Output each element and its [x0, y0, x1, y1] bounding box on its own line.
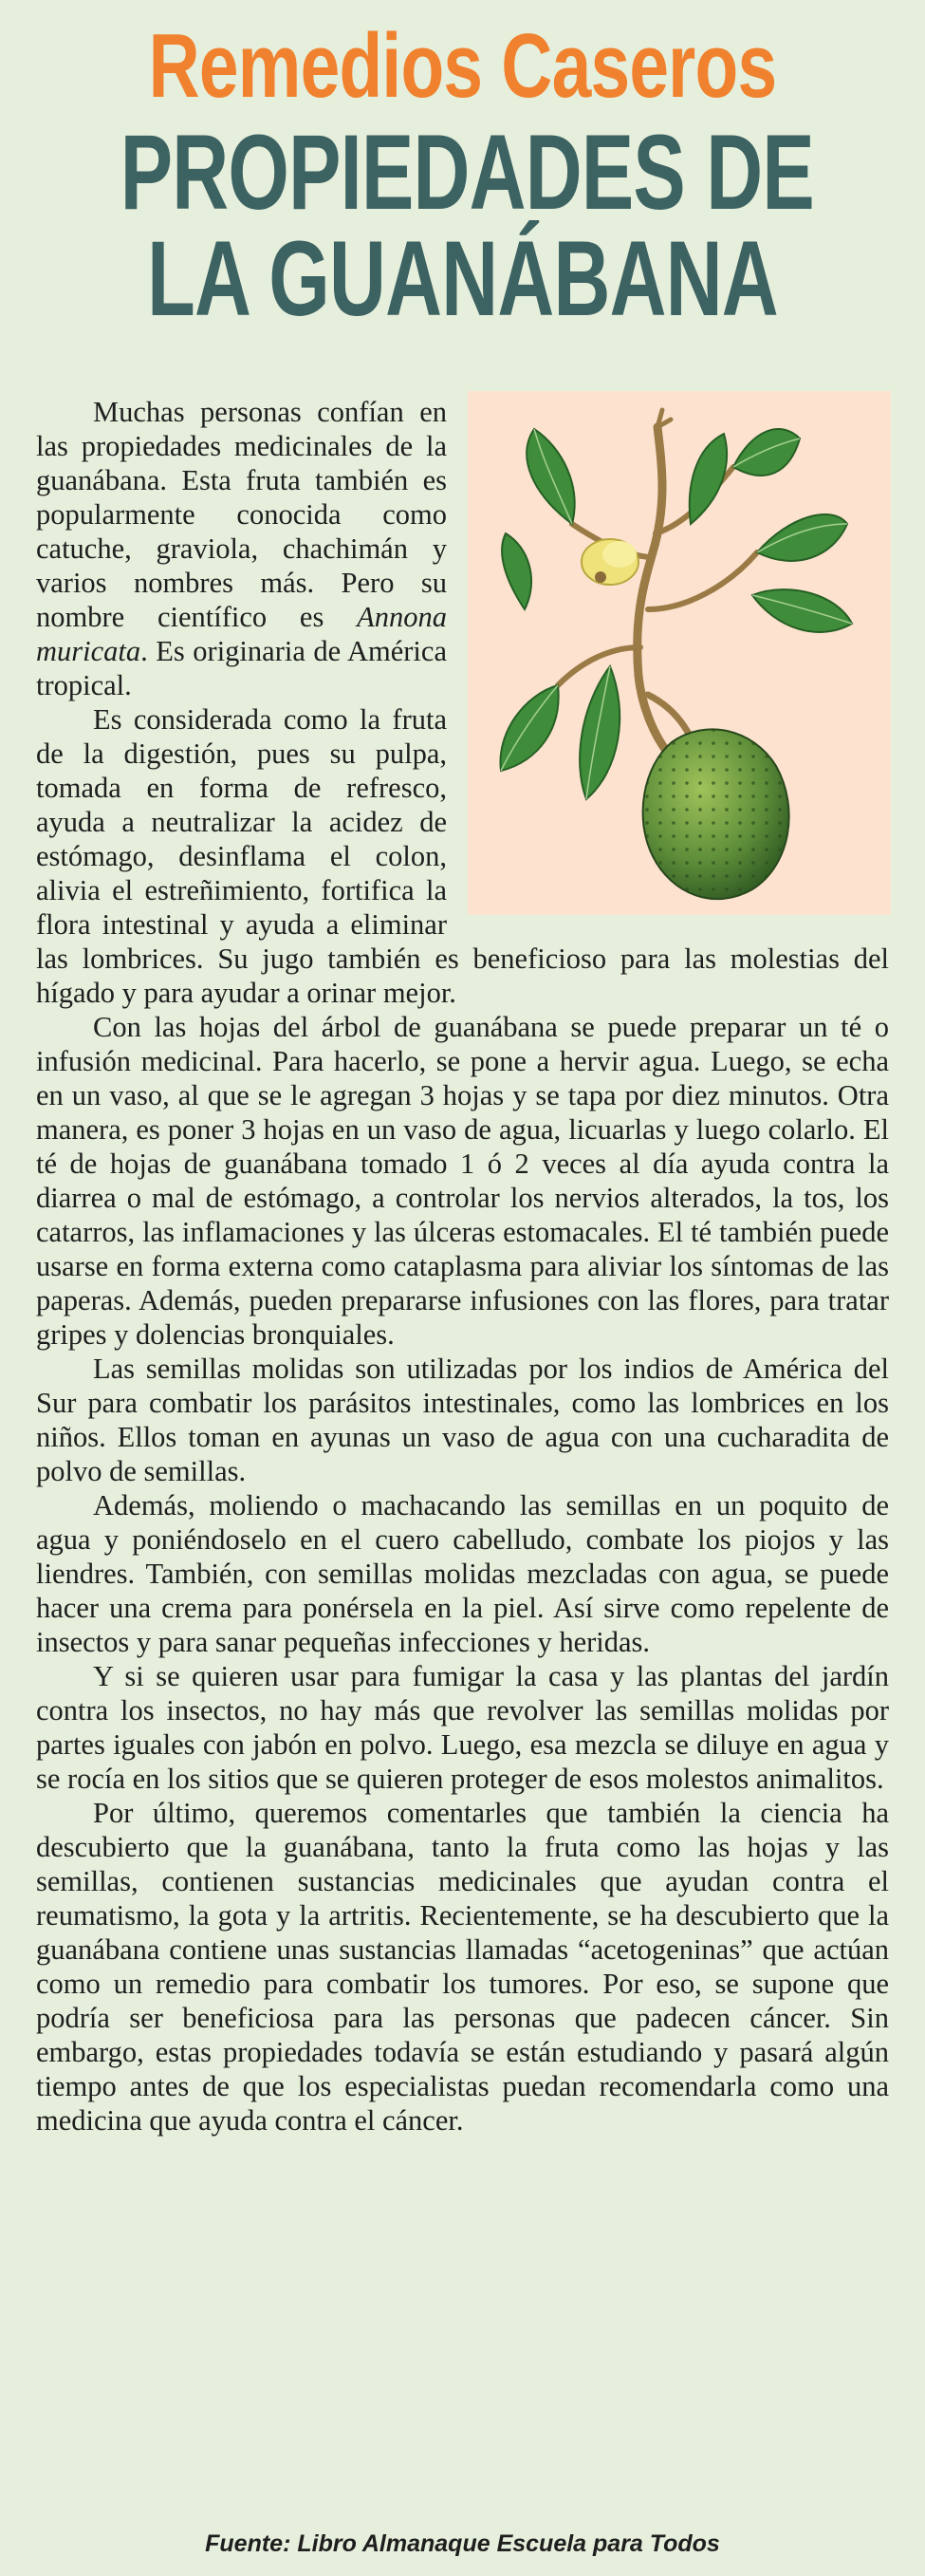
scientific-name: Annona muricata [36, 601, 447, 667]
guanabana-illustration [468, 391, 891, 915]
article-paragraph-2: Es considerada como la fruta de la digestión, pues su pulpa, tomada en forma de refresco, ayuda a neutralizar la acidez de estómago, desinflama el colon, alivia el estreñimiento, fortifica la flora intestinal y ayuda a eliminar las lombrices. Su jugo también es beneficioso para las molestias del hígado y para ayudar a orinar mejor. [36, 703, 889, 1009]
article-paragraph-4: Las semillas molidas son utilizadas por los indios de América del Sur para combatir los parásitos intestinales, como las lombrices en los niños. Ellos toman en ayunas un vaso de agua con una cucharadita de polvo de semillas. [36, 1353, 889, 1487]
page-title [120, 113, 814, 338]
paragraph-1-text-end: . Es originaria de América tropical. [36, 635, 447, 701]
article-body [36, 395, 889, 2137]
article-paragraph-7: Por último, queremos comentarles que también la ciencia ha descubierto que la guanábana, tanto la fruta como las hojas y las semillas, contienen sustancias medicinales que ayudan contra el reumatismo, la gota y la artritis. Recientemente, se ha descubierto que la guanábana contiene unas sustancias llamadas “acetogeninas” que actúan como un remedio para combatir los tumores. Por eso, se supone que podría ser beneficiosa para las personas que padecen cáncer. Sin embargo, estas propiedades todavía se están estudiando y pasará algún tiempo antes de que los especialistas puedan recomendarla como una medicina que ayuda contra el cáncer. [36, 1797, 889, 2137]
page [0, 13, 925, 2576]
title-line-1: PROPIEDADES DE [120, 113, 814, 232]
article-paragraph-5: Además, moliendo o machacando las semillas en un poquito de agua y poniéndoselo en el cuero cabelludo, combate los piojos y las liendres. También, con semillas molidas mezcladas con agua, se puede hacer una crema para ponérsela en la piel. Así sirve como repelente de insectos y para sanar pequeñas infecciones y heridas. [36, 1489, 889, 1658]
title-line-2: LA GUANÁBANA [147, 219, 778, 338]
paragraph-1-text: Muchas personas confían en las propiedades medicinales de la guanábana. Esta fruta también es popularmente conocida como catuche, graviola, chachimán y varios nombres más. Pero su nombre científico es [36, 396, 447, 633]
article-paragraph-6: Y si se quieren usar para fumigar la casa y las plantas del jardín contra los insectos, no hay más que revolver las semillas molidas por partes iguales con jabón en polvo. Luego, esa mezcla se diluye en agua y se rocía en los sitios que se quieren proteger de esos molestos animalitos. [36, 1660, 889, 1795]
article-paragraph-3: Con las hojas del árbol de guanábana se puede preparar un té o infusión medicinal. Para hacerlo, se pone a hervir agua. Luego, se echa en un vaso, al que se le agregan 3 hojas y se tapa por diez minutos. Otra manera, es poner 3 hojas en un vaso de agua, licuarlas y luego colarlo. El té de hojas de guanábana tomado 1 ó 2 veces al día ayuda contra la diarrea o mal de estómago, a controlar los nervios alterados, la tos, los catarros, las inflamaciones y las úlceras estomacales. El té también puede usarse en forma externa como cataplasma para aliviar los síntomas de las paperas. Además, pueden prepararse infusiones con las flores, para tratar gripes y dolencias bronquiales. [36, 1011, 889, 1351]
source-credit: Fuente: Libro Almanaque Escuela para Todos [205, 2530, 720, 2557]
section-kicker: Remedios Caseros [148, 15, 777, 117]
guanabana-illustration-svg [468, 391, 891, 915]
